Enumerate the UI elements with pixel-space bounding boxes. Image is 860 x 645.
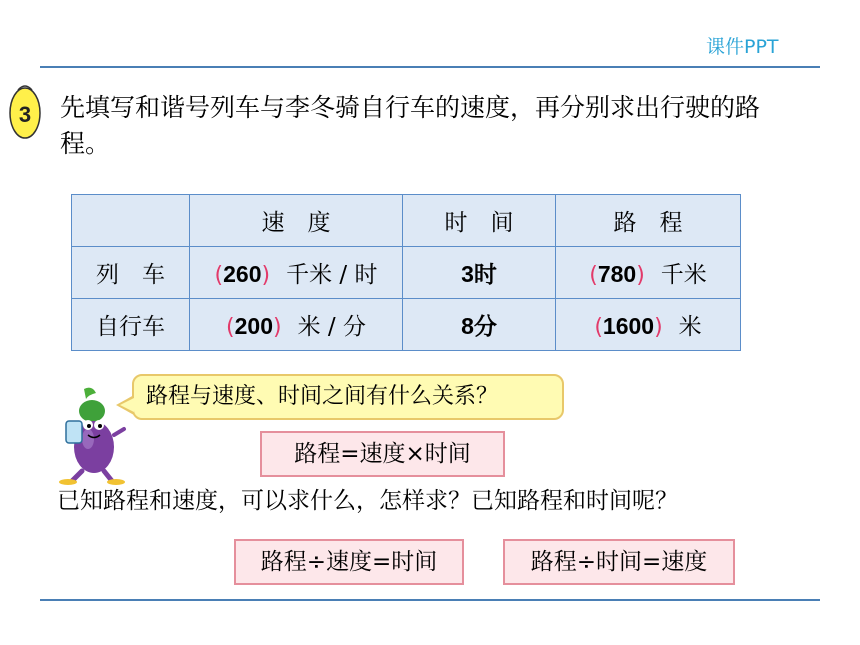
badge-number: 3	[18, 102, 32, 127]
bicycle-speed-unit: 米 / 分	[297, 314, 366, 340]
bottom-rule	[40, 599, 820, 601]
header-cell-time: 时 间	[403, 195, 556, 247]
header-cell-speed: 速 度	[190, 195, 403, 247]
bicycle-time-value: 8分	[461, 313, 497, 339]
bicycle-distance-cell	[556, 299, 741, 351]
bicycle-speed-cell	[190, 299, 403, 351]
train-speed-cell	[190, 247, 403, 299]
speech-bubble-tail-inner	[120, 398, 134, 412]
header-label: 课件PPT	[706, 36, 779, 58]
paren-right: )	[273, 315, 282, 340]
formula-time: 路程÷速度=时间	[234, 539, 464, 585]
paren-right: )	[261, 263, 271, 288]
table-row	[72, 247, 741, 299]
train-distance-unit: 千米	[660, 262, 707, 288]
problem-text: 先填写和谐号列车与李冬骑自行车的速度，再分别求出行驶的路程。	[60, 93, 761, 158]
table-row	[72, 299, 741, 351]
paren-right: )	[654, 315, 663, 340]
train-distance-cell	[556, 247, 741, 299]
train-time-cell	[403, 247, 556, 299]
train-time-value: 3时	[461, 261, 497, 287]
formula-speed: 路程÷时间=速度	[503, 539, 735, 585]
speech-bubble: 路程与速度、时间之间有什么关系？	[132, 374, 564, 420]
train-speed-value: 260	[223, 261, 262, 287]
table-header-row	[72, 195, 741, 247]
question-text: 已知路程和速度，可以求什么，怎样求？已知路程和时间呢？	[57, 488, 678, 514]
bicycle-speed-value: 200	[234, 313, 273, 339]
bicycle-distance-unit: 米	[678, 314, 702, 340]
header-cell-distance: 路 程	[556, 195, 741, 247]
paren-left: (	[594, 315, 603, 340]
formula-distance: 路程=速度×时间	[260, 431, 505, 477]
row-label-bicycle: 自行车	[72, 299, 190, 351]
train-speed-unit: 千米 / 时	[286, 262, 378, 288]
paren-right: )	[636, 263, 645, 288]
paren-left: (	[214, 263, 224, 288]
problem-number-badge	[8, 82, 42, 140]
header-cell-empty	[72, 195, 190, 247]
bicycle-distance-value: 1600	[602, 313, 655, 339]
row-label-train: 列 车	[72, 247, 190, 299]
paren-left: (	[226, 315, 235, 340]
train-distance-value: 780	[597, 261, 637, 287]
top-rule	[40, 66, 820, 68]
paren-left: (	[589, 263, 598, 288]
data-table	[71, 194, 741, 351]
bicycle-time-cell	[403, 299, 556, 351]
